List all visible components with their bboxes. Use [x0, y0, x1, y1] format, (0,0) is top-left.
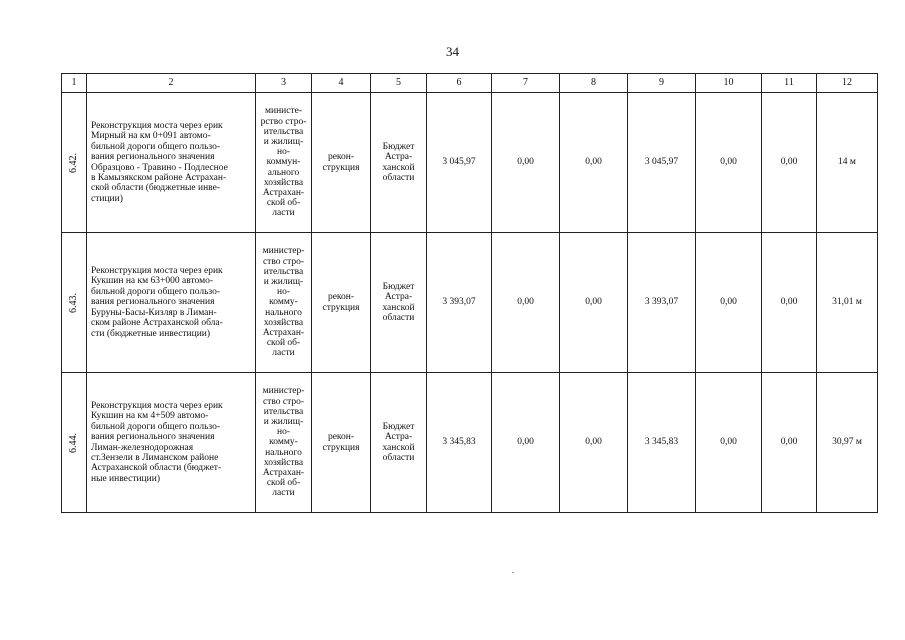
- work-type: рекон- струкция: [312, 373, 371, 513]
- value-col-6: 3 393,07: [427, 233, 492, 373]
- value-col-6: 3 345,83: [427, 373, 492, 513]
- header-col-10: 10: [696, 74, 762, 93]
- table-row: [62, 373, 878, 513]
- value-col-11: 0,00: [762, 233, 817, 373]
- header-col-9: 9: [628, 74, 696, 93]
- value-col-6: 3 045,97: [427, 93, 492, 233]
- project-description: Реконструкция моста через ерик Мирный на км 0+091 автомо- бильной дороги общего пользо- вания регионального значения Образцово - Травино - Подлесное в Камызякском районе Астрахан- ской области (бюджетные инве- стиции): [87, 93, 256, 233]
- value-col-12: 31,01 м: [817, 233, 878, 373]
- table-row: [62, 233, 878, 373]
- table-row: [62, 93, 878, 233]
- value-col-8: 0,00: [560, 373, 628, 513]
- header-row: [62, 74, 878, 93]
- value-col-10: 0,00: [696, 93, 762, 233]
- value-col-8: 0,00: [560, 233, 628, 373]
- header-col-7: 7: [492, 74, 560, 93]
- header-col-1: 1: [62, 74, 87, 93]
- row-number: 6.44.: [62, 373, 87, 513]
- header-col-8: 8: [560, 74, 628, 93]
- value-col-11: 0,00: [762, 93, 817, 233]
- page-number: 34: [446, 44, 459, 59]
- funding-source: Бюджет Астра- ханской области: [371, 373, 427, 513]
- header-col-4: 4: [312, 74, 371, 93]
- responsible-organization: министер- ство стро- ительства и жилищ- но- комму- нального хозяйства Астрахан- ской об- ласти: [256, 373, 312, 513]
- header-col-5: 5: [371, 74, 427, 93]
- value-col-11: 0,00: [762, 373, 817, 513]
- value-col-7: 0,00: [492, 93, 560, 233]
- row-number: 6.42.: [62, 93, 87, 233]
- responsible-organization: министер- ство стро- ительства и жилищ- но- комму- нального хозяйства Астрахан- ской об- ласти: [256, 233, 312, 373]
- value-col-7: 0,00: [492, 373, 560, 513]
- value-col-9: 3 045,97: [628, 93, 696, 233]
- value-col-7: 0,00: [492, 233, 560, 373]
- header-col-11: 11: [762, 74, 817, 93]
- work-type: рекон- струкция: [312, 233, 371, 373]
- responsible-organization: министе- рство стро- ительства и жилищ- но- коммун- ального хозяйства Астрахан- ской об- ласти: [256, 93, 312, 233]
- header-col-6: 6: [427, 74, 492, 93]
- header-col-2: 2: [87, 74, 256, 93]
- work-type: рекон- струкция: [312, 93, 371, 233]
- header-col-3: 3: [256, 74, 312, 93]
- value-col-10: 0,00: [696, 233, 762, 373]
- value-col-10: 0,00: [696, 373, 762, 513]
- project-description: Реконструкция моста через ерик Кукшин на км 63+000 автомо- бильной дороги общего пользо- вания регионального значения Буруны-Басы-Кизляр в Лиман- ском районе Астраханской обла- сти (бюджетные инвестиции): [87, 233, 256, 373]
- project-description: Реконструкция моста через ерик Кукшин на км 4+509 автомо- бильной дороги общего пользо- вания регионального значения Лиман-железнодорожная ст.Зензели в Лиманском районе Астраханской области (бюджет- ные инвестиции): [87, 373, 256, 513]
- funding-source: Бюджет Астра- ханской области: [371, 93, 427, 233]
- value-col-8: 0,00: [560, 93, 628, 233]
- investment-table: [61, 73, 878, 513]
- row-number: 6.43.: [62, 233, 87, 373]
- value-col-12: 30,97 м: [817, 373, 878, 513]
- value-col-12: 14 м: [817, 93, 878, 233]
- header-col-12: 12: [817, 74, 878, 93]
- value-col-9: 3 393,07: [628, 233, 696, 373]
- funding-source: Бюджет Астра- ханской области: [371, 233, 427, 373]
- value-col-9: 3 345,83: [628, 373, 696, 513]
- scan-speck: [512, 572, 514, 573]
